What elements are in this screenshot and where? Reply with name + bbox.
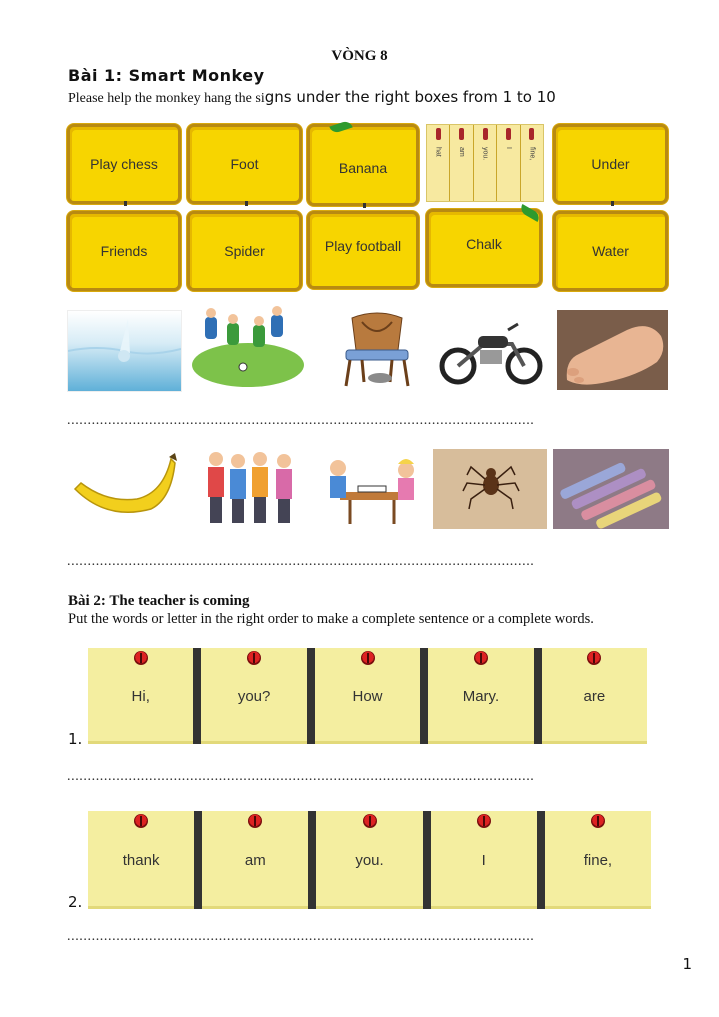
card-word: hat bbox=[434, 147, 442, 157]
note-word: How bbox=[352, 687, 383, 705]
note-word: thank bbox=[122, 851, 160, 869]
note-word: am bbox=[244, 851, 266, 869]
friends-group-image bbox=[196, 449, 306, 529]
spider-image bbox=[433, 449, 547, 529]
chalk-image bbox=[553, 449, 669, 529]
leaf-icon bbox=[329, 120, 352, 134]
ladybug-icon bbox=[248, 814, 262, 828]
foot-image bbox=[557, 310, 668, 390]
sign-label: Water bbox=[592, 243, 629, 259]
word-note[interactable] bbox=[316, 811, 422, 909]
ladybug-icon bbox=[587, 651, 601, 665]
ladybug-icon bbox=[477, 814, 491, 828]
ladybug-icon bbox=[363, 814, 377, 828]
word-note[interactable] bbox=[431, 811, 537, 909]
pin-icon bbox=[529, 128, 534, 140]
sign-label: Under bbox=[591, 156, 630, 172]
instruction-serif-part: Please help the monkey hang the si bbox=[68, 91, 265, 106]
sign-under[interactable] bbox=[553, 124, 668, 204]
ladybug-icon bbox=[591, 814, 605, 828]
chair-image bbox=[322, 310, 432, 390]
note-word: I bbox=[481, 851, 486, 869]
sign-label: Play chess bbox=[90, 156, 158, 172]
sign-spider[interactable] bbox=[187, 211, 302, 291]
ladybug-icon bbox=[134, 651, 148, 665]
note-word: are bbox=[583, 687, 606, 705]
sign-label: Friends bbox=[100, 243, 148, 259]
sign-chalk[interactable] bbox=[426, 209, 542, 287]
sign-label: Chalk bbox=[466, 236, 502, 252]
word-board-1 bbox=[88, 648, 647, 744]
word-cards-hanging bbox=[426, 124, 544, 202]
question-number: 1. bbox=[68, 730, 83, 748]
pin-icon bbox=[483, 128, 488, 140]
note-word: you? bbox=[237, 687, 271, 705]
sign-play-football[interactable] bbox=[307, 211, 419, 289]
sign-label: Spider bbox=[224, 243, 265, 259]
sign-foot[interactable] bbox=[187, 124, 302, 204]
motorbike-image bbox=[434, 310, 547, 390]
answer-line[interactable]: .................................................................................................................. bbox=[67, 554, 535, 569]
sign-label: Play football bbox=[324, 238, 402, 254]
answer-line[interactable]: .................................................................................................................. bbox=[67, 769, 535, 784]
children-playing-football-image bbox=[191, 303, 305, 389]
word-board-2 bbox=[88, 811, 651, 909]
ladybug-icon bbox=[247, 651, 261, 665]
card-word: am bbox=[458, 147, 466, 157]
banana-image bbox=[67, 449, 183, 529]
note-word: fine, bbox=[583, 851, 613, 869]
play-chess-image bbox=[320, 452, 424, 528]
ladybug-icon bbox=[134, 814, 148, 828]
note-word: Hi, bbox=[131, 687, 150, 705]
word-note[interactable] bbox=[202, 811, 308, 909]
page-number: 1 bbox=[682, 955, 692, 973]
pin-icon bbox=[459, 128, 464, 140]
sign-banana[interactable] bbox=[307, 124, 419, 206]
note-word: you. bbox=[355, 851, 384, 869]
word-note[interactable] bbox=[428, 648, 533, 744]
ladybug-icon bbox=[474, 651, 488, 665]
word-note[interactable] bbox=[315, 648, 420, 744]
pin-icon bbox=[436, 128, 441, 140]
instruction-sans-part: gns under the right boxes from 1 to 10 bbox=[264, 88, 556, 106]
card-word: you. bbox=[481, 147, 489, 161]
word-note[interactable] bbox=[88, 648, 193, 744]
sign-label: Banana bbox=[338, 160, 388, 176]
exercise-1-heading: Bài 1: Smart Monkey bbox=[68, 66, 265, 85]
word-note[interactable] bbox=[201, 648, 306, 744]
sign-friends[interactable] bbox=[67, 211, 181, 291]
round-title: VÒNG 8 bbox=[331, 48, 388, 64]
card-word: I bbox=[504, 147, 512, 149]
sign-label: Foot bbox=[230, 156, 259, 172]
answer-line[interactable]: .................................................................................................................. bbox=[67, 929, 535, 944]
exercise-2-heading: Bài 2: The teacher is coming bbox=[68, 593, 250, 609]
word-note[interactable] bbox=[545, 811, 651, 909]
leaf-icon bbox=[518, 204, 541, 222]
pin-icon bbox=[506, 128, 511, 140]
answer-line[interactable]: .................................................................................................................. bbox=[67, 413, 535, 428]
water-splash-image bbox=[67, 310, 182, 392]
question-number: 2. bbox=[68, 893, 83, 911]
sign-water[interactable] bbox=[553, 211, 668, 291]
word-note[interactable] bbox=[542, 648, 647, 744]
note-word: Mary. bbox=[462, 687, 500, 705]
exercise-2-instruction: Put the words or letter in the right order to make a complete sentence or a complete words. bbox=[68, 611, 594, 627]
card-word: fine, bbox=[528, 147, 536, 161]
exercise-1-instruction bbox=[68, 88, 556, 107]
word-note[interactable] bbox=[88, 811, 194, 909]
ladybug-icon bbox=[361, 651, 375, 665]
sign-play-chess[interactable] bbox=[67, 124, 181, 204]
